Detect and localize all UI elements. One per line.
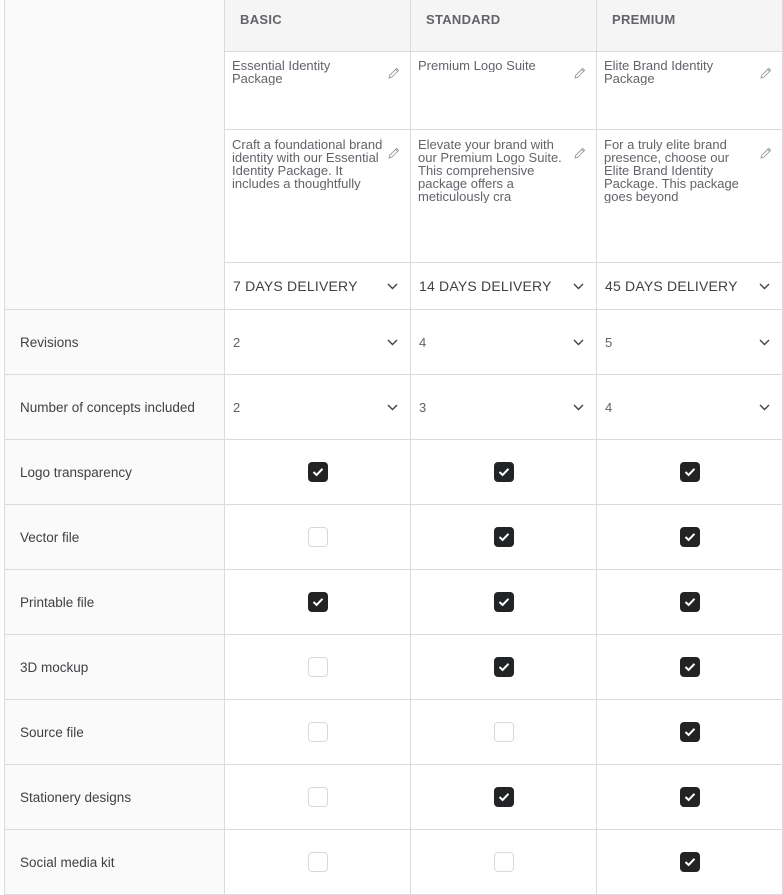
revisions-select-standard[interactable]	[411, 310, 597, 375]
row-label-revisions: Revisions	[5, 310, 225, 375]
feature-cell	[225, 635, 411, 700]
feature-checkbox[interactable]	[680, 852, 700, 872]
pencil-icon[interactable]	[388, 147, 400, 159]
revisions-value: 2	[233, 334, 241, 350]
chevron-down-icon	[387, 404, 398, 411]
check-icon	[498, 597, 510, 607]
feature-cell	[225, 700, 411, 765]
revisions-value: 4	[419, 334, 427, 350]
chevron-down-icon	[759, 283, 770, 290]
check-icon	[684, 597, 696, 607]
package-description-field-standard[interactable]	[411, 130, 597, 263]
feature-cell	[597, 700, 783, 765]
check-icon	[312, 597, 324, 607]
table-corner	[5, 0, 225, 310]
feature-cell	[411, 570, 597, 635]
pencil-icon[interactable]	[388, 67, 400, 79]
delivery-value: 45 DAYS DELIVERY	[605, 278, 738, 294]
feature-checkbox[interactable]	[680, 527, 700, 547]
package-name-text: Essential Identity Package	[232, 58, 331, 85]
pencil-icon[interactable]	[760, 147, 772, 159]
feature-cell	[597, 635, 783, 700]
header-premium: PREMIUM	[597, 0, 783, 52]
row-label-feature: Source file	[5, 700, 225, 765]
check-icon	[684, 792, 696, 802]
check-icon	[684, 857, 696, 867]
row-label-feature: 3D mockup	[5, 635, 225, 700]
feature-checkbox[interactable]	[680, 657, 700, 677]
feature-checkbox[interactable]	[494, 787, 514, 807]
feature-cell	[225, 830, 411, 895]
delivery-select-premium[interactable]	[597, 263, 783, 310]
concepts-select-standard[interactable]	[411, 375, 597, 440]
check-icon	[684, 727, 696, 737]
chevron-down-icon	[573, 339, 584, 346]
delivery-value: 7 DAYS DELIVERY	[233, 278, 358, 294]
feature-checkbox[interactable]	[494, 592, 514, 612]
concepts-select-basic[interactable]	[225, 375, 411, 440]
chevron-down-icon	[573, 404, 584, 411]
check-icon	[498, 467, 510, 477]
feature-checkbox[interactable]	[308, 722, 328, 742]
header-basic: BASIC	[225, 0, 411, 52]
feature-checkbox[interactable]	[308, 527, 328, 547]
check-icon	[498, 532, 510, 542]
revisions-select-premium[interactable]	[597, 310, 783, 375]
row-label-feature: Logo transparency	[5, 440, 225, 505]
feature-checkbox[interactable]	[308, 852, 328, 872]
delivery-select-standard[interactable]	[411, 263, 597, 310]
feature-cell	[597, 830, 783, 895]
concepts-value: 4	[605, 399, 613, 415]
row-label-feature: Vector file	[5, 505, 225, 570]
feature-checkbox[interactable]	[680, 787, 700, 807]
feature-checkbox[interactable]	[308, 787, 328, 807]
feature-cell	[411, 505, 597, 570]
package-description-field-premium[interactable]	[597, 130, 783, 263]
feature-checkbox[interactable]	[680, 722, 700, 742]
delivery-value: 14 DAYS DELIVERY	[419, 278, 552, 294]
chevron-down-icon	[387, 339, 398, 346]
check-icon	[498, 792, 510, 802]
package-description-text: Craft a foundational brand identity with our Essential Identity Package. It includes a thoughtfully	[232, 137, 383, 190]
feature-checkbox[interactable]	[308, 657, 328, 677]
feature-checkbox[interactable]	[680, 592, 700, 612]
feature-cell	[225, 570, 411, 635]
package-description-text: For a truly elite brand presence, choose our Elite Brand Identity Package. This package goes beyond	[604, 137, 739, 203]
feature-checkbox[interactable]	[494, 852, 514, 872]
package-name-field-standard[interactable]	[411, 52, 597, 130]
check-icon	[684, 467, 696, 477]
feature-checkbox[interactable]	[308, 592, 328, 612]
row-label-feature: Social media kit	[5, 830, 225, 895]
feature-cell	[411, 635, 597, 700]
pencil-icon[interactable]	[574, 67, 586, 79]
check-icon	[684, 532, 696, 542]
chevron-down-icon	[573, 283, 584, 290]
feature-cell	[225, 765, 411, 830]
feature-cell	[597, 440, 783, 505]
check-icon	[684, 662, 696, 672]
delivery-select-basic[interactable]	[225, 263, 411, 310]
feature-checkbox[interactable]	[494, 527, 514, 547]
concepts-select-premium[interactable]	[597, 375, 783, 440]
package-name-field-premium[interactable]	[597, 52, 783, 130]
feature-cell	[597, 570, 783, 635]
revisions-value: 5	[605, 334, 613, 350]
chevron-down-icon	[759, 339, 770, 346]
concepts-value: 2	[233, 399, 241, 415]
feature-cell	[411, 830, 597, 895]
chevron-down-icon	[387, 283, 398, 290]
feature-checkbox[interactable]	[494, 722, 514, 742]
package-description-field-basic[interactable]	[225, 130, 411, 263]
feature-cell	[411, 700, 597, 765]
package-name-text: Elite Brand Identity Package	[604, 58, 714, 85]
pencil-icon[interactable]	[760, 67, 772, 79]
row-label-feature: Printable file	[5, 570, 225, 635]
package-comparison-table	[4, 0, 783, 895]
package-name-field-basic[interactable]	[225, 52, 411, 130]
pencil-icon[interactable]	[574, 147, 586, 159]
concepts-value: 3	[419, 399, 427, 415]
check-icon	[312, 467, 324, 477]
row-label-feature: Stationery designs	[5, 765, 225, 830]
feature-cell	[597, 505, 783, 570]
feature-checkbox[interactable]	[494, 462, 514, 482]
revisions-select-basic[interactable]	[225, 310, 411, 375]
feature-cell	[411, 765, 597, 830]
package-description-text: Elevate your brand with our Premium Logo Suite. This comprehensive package offers a meticulously cra	[418, 137, 562, 203]
header-standard: STANDARD	[411, 0, 597, 52]
feature-checkbox[interactable]	[680, 462, 700, 482]
feature-checkbox[interactable]	[494, 657, 514, 677]
package-name-text: Premium Logo Suite	[418, 58, 536, 72]
chevron-down-icon	[759, 404, 770, 411]
check-icon	[498, 662, 510, 672]
row-label-concepts: Number of concepts included	[5, 375, 225, 440]
feature-cell	[225, 440, 411, 505]
feature-cell	[225, 505, 411, 570]
feature-cell	[411, 440, 597, 505]
feature-cell	[597, 765, 783, 830]
feature-checkbox[interactable]	[308, 462, 328, 482]
